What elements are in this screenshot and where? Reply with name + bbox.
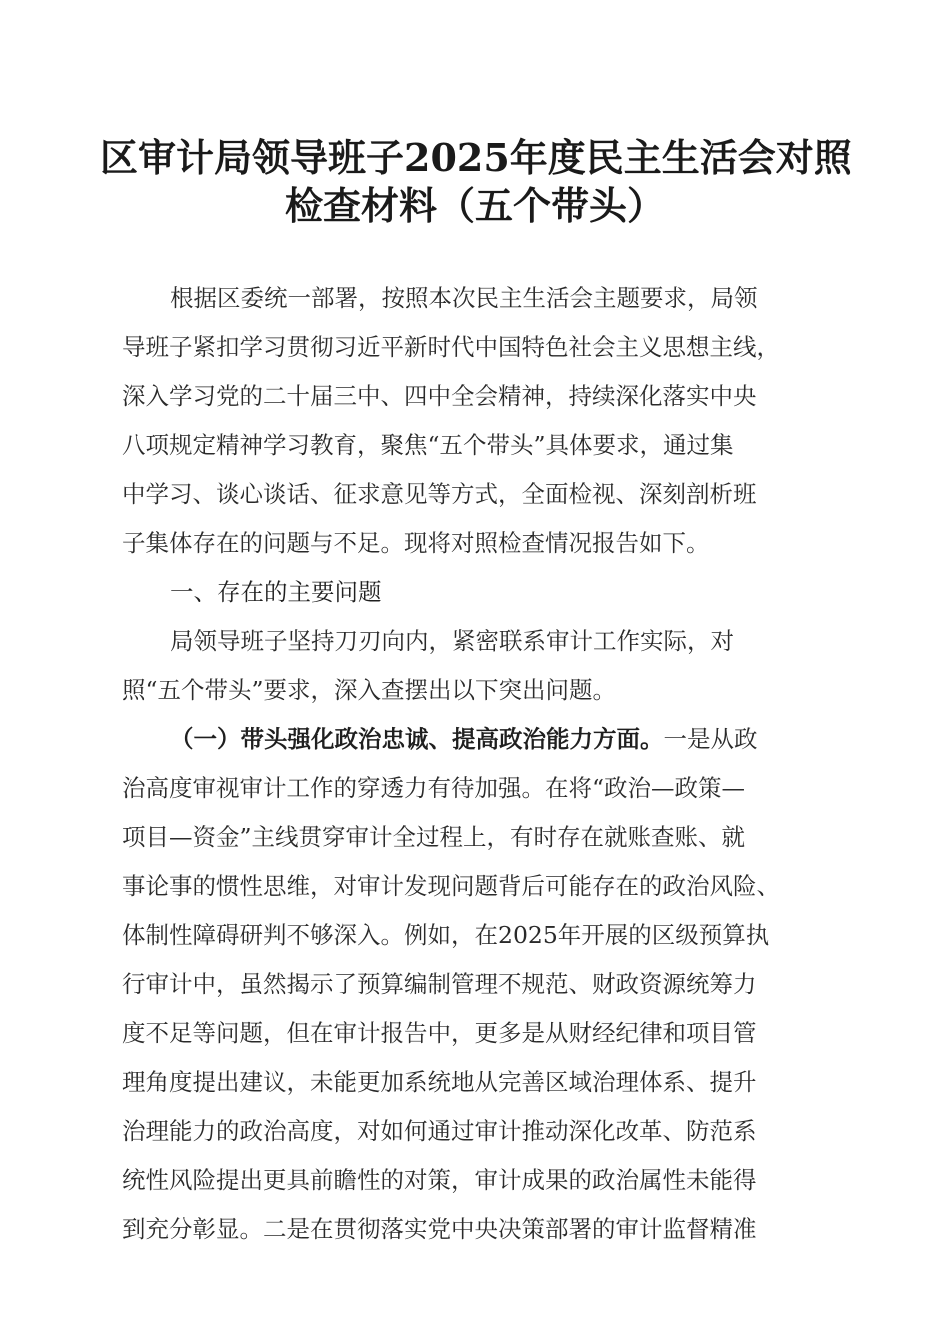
paragraph-line: 局领导班子坚持刀刃向内，紧密联系审计工作实际，对 xyxy=(170,627,734,655)
paragraph-line: 子集体存在的问题与不足。现将对照检查情况报告如下。 xyxy=(122,529,710,557)
subsection-first-line xyxy=(170,715,758,764)
subsection-first-line-rest: 一是从政 xyxy=(663,725,758,753)
paragraph-line: 体制性障碍研判不够深入。例如，在2025年开展的区级预算执 xyxy=(122,921,770,949)
paragraph-line: 理角度提出建议，未能更加系统地从完善区域治理体系、提升 xyxy=(122,1068,757,1096)
paragraph-line: 治理能力的政治高度，对如何通过审计推动深化改革、防范系 xyxy=(122,1117,757,1145)
paragraph-line: 八项规定精神学习教育，聚焦“五个带头”具体要求，通过集 xyxy=(122,431,734,459)
subsection-heading: （一）带头强化政治忠诚、提高政治能力方面。 xyxy=(170,725,664,753)
section-heading: 一、存在的主要问题 xyxy=(170,578,382,606)
paragraph-line: 行审计中，虽然揭示了预算编制管理不规范、财政资源统筹力 xyxy=(122,970,757,998)
document-title-line-2: 检查材料（五个带头） xyxy=(284,183,665,228)
paragraph-line: 到充分彰显。二是在贯彻落实党中央决策部署的审计监督精准 xyxy=(122,1215,757,1243)
paragraph-line: 根据区委统一部署，按照本次民主生活会主题要求，局领 xyxy=(170,284,758,312)
paragraph-line: 照“五个带头”要求，深入查摆出以下突出问题。 xyxy=(122,676,617,704)
paragraph-line: 导班子紧扣学习贯彻习近平新时代中国特色社会主义思想主线， xyxy=(122,333,780,361)
paragraph-line: 深入学习党的二十届三中、四中全会精神，持续深化落实中央 xyxy=(122,382,757,410)
paragraph-line: 事论事的惯性思维，对审计发现问题背后可能存在的政治风险、 xyxy=(122,872,780,900)
document-title-line-1: 区审计局领导班子2025年度民主生活会对照 xyxy=(100,135,852,180)
paragraph-line: 统性风险提出更具前瞻性的对策，审计成果的政治属性未能得 xyxy=(122,1166,757,1194)
paragraph-line: 项目—资金”主线贯穿审计全过程上，有时存在就账查账、就 xyxy=(122,823,746,851)
paragraph-line: 度不足等问题，但在审计报告中，更多是从财经纪律和项目管 xyxy=(122,1019,757,1047)
paragraph-line: 治高度审视审计工作的穿透力有待加强。在将“政治—政策— xyxy=(122,774,746,802)
paragraph-line: 中学习、谈心谈话、征求意见等方式，全面检视、深刻剖析班 xyxy=(122,480,757,508)
